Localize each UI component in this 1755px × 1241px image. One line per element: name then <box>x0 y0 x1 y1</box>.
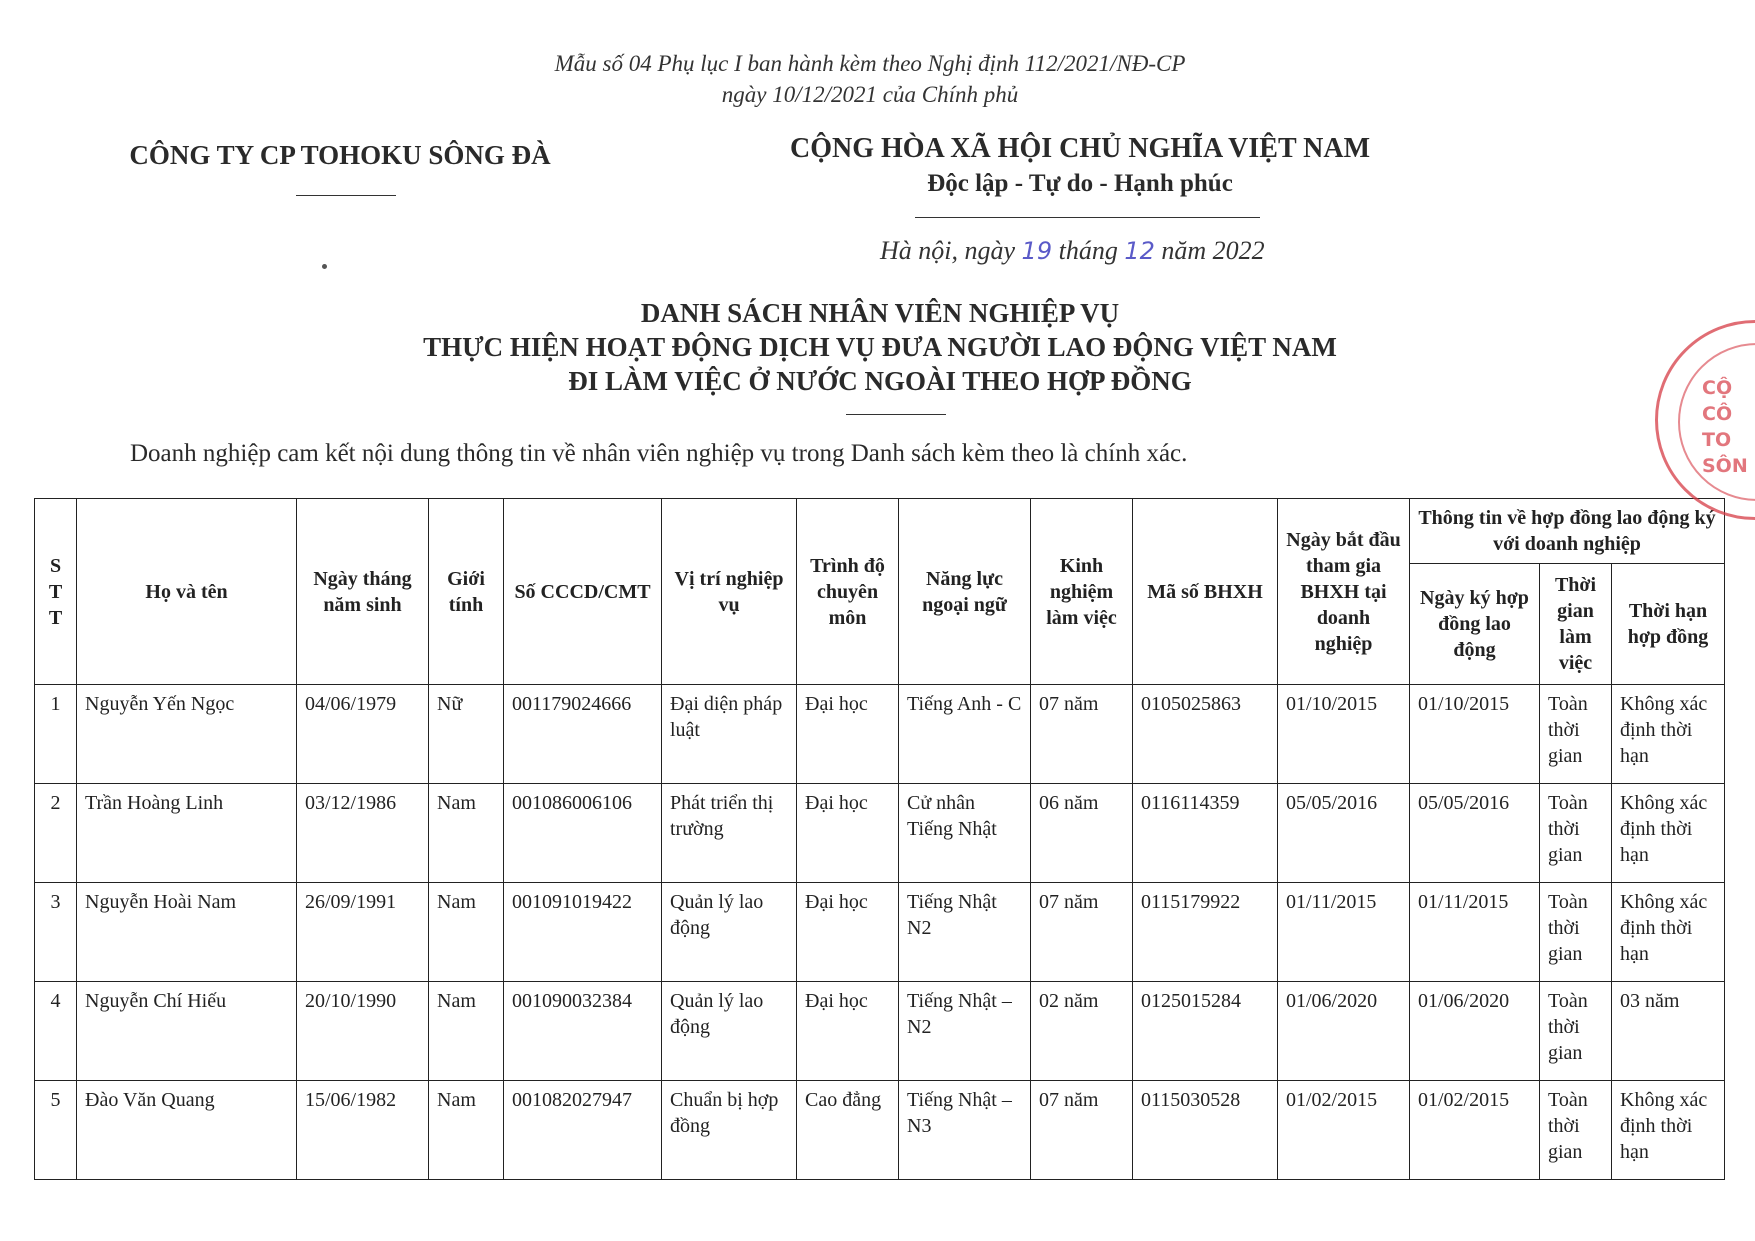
cell-position: Phát triển thị trường <box>662 784 797 883</box>
header-id: Số CCCD/CMT <box>504 499 662 685</box>
title-line-3: ĐI LÀM VIỆC Ở NƯỚC NGOÀI THEO HỢP ĐỒNG <box>568 366 1192 396</box>
header-gender: Giới tính <box>429 499 504 685</box>
cell-contract-date: 01/06/2020 <box>1410 982 1540 1081</box>
document-title <box>360 296 1400 398</box>
stamp-text <box>1702 375 1755 479</box>
cell-gender: Nam <box>429 883 504 982</box>
cell-gender: Nam <box>429 982 504 1081</box>
title-line-2: THỰC HIỆN HOẠT ĐỘNG DỊCH VỤ ĐƯA NGƯỜI LAO ĐỘNG VIỆT NAM <box>423 332 1337 362</box>
cell-education: Đại học <box>797 883 899 982</box>
cell-experience: 02 năm <box>1031 982 1133 1081</box>
cell-name: Nguyễn Yến Ngọc <box>77 685 297 784</box>
company-name: CÔNG TY CP TOHOKU SÔNG ĐÀ <box>129 140 551 170</box>
cell-work-time: Toàn thời gian <box>1540 982 1612 1081</box>
header-contract-term: Thời hạn hợp đồng <box>1612 564 1725 685</box>
cell-work-time: Toàn thời gian <box>1540 883 1612 982</box>
cell-experience: 07 năm <box>1031 1081 1133 1180</box>
cell-contract-term: Không xác định thời hạn <box>1612 685 1725 784</box>
dateline-month: 12 <box>1124 237 1155 265</box>
cell-id: 001090032384 <box>504 982 662 1081</box>
header-dob: Ngày tháng năm sinh <box>297 499 429 685</box>
cell-dob: 04/06/1979 <box>297 685 429 784</box>
motto-underline <box>915 217 1260 218</box>
cell-name: Đào Văn Quang <box>77 1081 297 1180</box>
header-position: Vị trí nghiệp vụ <box>662 499 797 685</box>
cell-contract-date: 01/11/2015 <box>1410 883 1540 982</box>
cell-language: Tiếng Nhật N2 <box>899 883 1031 982</box>
cell-gender: Nữ <box>429 685 504 784</box>
cell-stt: 5 <box>35 1081 77 1180</box>
cell-dob: 15/06/1982 <box>297 1081 429 1180</box>
cell-stt: 4 <box>35 982 77 1081</box>
cell-gender: Nam <box>429 784 504 883</box>
employee-table <box>34 498 1725 1180</box>
dateline-month-label: tháng <box>1058 236 1118 265</box>
scan-speck <box>322 264 327 269</box>
cell-stt: 3 <box>35 883 77 982</box>
stamp-text-line: CỘ <box>1702 377 1733 399</box>
cell-insurance: 0125015284 <box>1133 982 1278 1081</box>
cell-language: Tiếng Nhật – N2 <box>899 982 1031 1081</box>
header-education: Trình độ chuyên môn <box>797 499 899 685</box>
cell-dob: 26/09/1991 <box>297 883 429 982</box>
title-line-1: DANH SÁCH NHÂN VIÊN NGHIỆP VỤ <box>640 298 1120 328</box>
cell-name: Nguyễn Hoài Nam <box>77 883 297 982</box>
cell-language: Tiếng Anh - C <box>899 685 1031 784</box>
table-header-row <box>35 499 1725 564</box>
form-note-line-2: ngày 10/12/2021 của Chính phủ <box>721 82 1019 107</box>
table-row <box>35 685 1725 784</box>
cell-bhxh-start: 01/02/2015 <box>1278 1081 1410 1180</box>
cell-contract-term: Không xác định thời hạn <box>1612 1081 1725 1180</box>
header-language: Năng lực ngoại ngữ <box>899 499 1031 685</box>
cell-id: 001082027947 <box>504 1081 662 1180</box>
cell-work-time: Toàn thời gian <box>1540 784 1612 883</box>
nation-motto: Độc lập - Tự do - Hạnh phúc <box>927 170 1233 197</box>
form-note-line-1: Mẫu số 04 Phụ lục I ban hành kèm theo Nghị định 112/2021/NĐ-CP <box>554 51 1186 76</box>
header-contract-group: Thông tin về hợp đồng lao động ký với doanh nghiệp <box>1410 499 1725 564</box>
cell-language: Cử nhân Tiếng Nhật <box>899 784 1031 883</box>
cell-position: Đại diện pháp luật <box>662 685 797 784</box>
cell-work-time: Toàn thời gian <box>1540 685 1612 784</box>
cell-bhxh-start: 01/11/2015 <box>1278 883 1410 982</box>
cell-dob: 03/12/1986 <box>297 784 429 883</box>
dateline-year: năm 2022 <box>1161 236 1265 265</box>
header-stt: S T T <box>35 499 77 685</box>
cell-contract-date: 01/10/2015 <box>1410 685 1540 784</box>
cell-insurance: 0105025863 <box>1133 685 1278 784</box>
cell-name: Trần Hoàng Linh <box>77 784 297 883</box>
header-bhxh-start: Ngày bắt đầu tham gia BHXH tại doanh nghiệp <box>1278 499 1410 685</box>
header-work-time: Thời gian làm việc <box>1540 564 1612 685</box>
cell-experience: 06 năm <box>1031 784 1133 883</box>
commitment-statement: Doanh nghiệp cam kết nội dung thông tin về nhân viên nghiệp vụ trong Danh sách kèm theo là chính xác. <box>130 440 1188 467</box>
cell-insurance: 0115030528 <box>1133 1081 1278 1180</box>
header-insurance: Mã số BHXH <box>1133 499 1278 685</box>
cell-work-time: Toàn thời gian <box>1540 1081 1612 1180</box>
dateline <box>880 236 1340 266</box>
cell-contract-term: Không xác định thời hạn <box>1612 883 1725 982</box>
cell-insurance: 0116114359 <box>1133 784 1278 883</box>
cell-contract-date: 01/02/2015 <box>1410 1081 1540 1180</box>
nation-name: CỘNG HÒA XÃ HỘI CHỦ NGHĨA VIỆT NAM <box>789 133 1371 164</box>
company-underline <box>296 195 396 196</box>
cell-dob: 20/10/1990 <box>297 982 429 1081</box>
cell-contract-date: 05/05/2016 <box>1410 784 1540 883</box>
header-contract-date: Ngày ký hợp đồng lao động <box>1410 564 1540 685</box>
cell-bhxh-start: 01/06/2020 <box>1278 982 1410 1081</box>
cell-id: 001179024666 <box>504 685 662 784</box>
cell-id: 001086006106 <box>504 784 662 883</box>
header-experience: Kinh nghiệm làm việc <box>1031 499 1133 685</box>
table-row <box>35 883 1725 982</box>
stamp-text-line: CÔ <box>1702 403 1733 425</box>
cell-gender: Nam <box>429 1081 504 1180</box>
company-seal-stamp <box>1655 320 1755 520</box>
form-reference-note <box>470 48 1270 110</box>
dateline-prefix: Hà nội, ngày <box>880 236 1016 265</box>
cell-education: Đại học <box>797 685 899 784</box>
cell-contract-term: 03 năm <box>1612 982 1725 1081</box>
cell-education: Đại học <box>797 982 899 1081</box>
cell-bhxh-start: 05/05/2016 <box>1278 784 1410 883</box>
cell-experience: 07 năm <box>1031 883 1133 982</box>
cell-experience: 07 năm <box>1031 685 1133 784</box>
table-row <box>35 784 1725 883</box>
cell-contract-term: Không xác định thời hạn <box>1612 784 1725 883</box>
header-name: Họ và tên <box>77 499 297 685</box>
cell-education: Cao đẳng <box>797 1081 899 1180</box>
cell-language: Tiếng Nhật – N3 <box>899 1081 1031 1180</box>
cell-education: Đại học <box>797 784 899 883</box>
title-underline <box>846 414 946 415</box>
dateline-day: 19 <box>1021 237 1053 265</box>
cell-position: Quản lý lao động <box>662 982 797 1081</box>
table-row <box>35 1081 1725 1180</box>
cell-stt: 2 <box>35 784 77 883</box>
stamp-text-line: TO <box>1702 429 1732 451</box>
table-row <box>35 982 1725 1081</box>
cell-position: Chuẩn bị hợp đồng <box>662 1081 797 1180</box>
cell-stt: 1 <box>35 685 77 784</box>
stamp-text-line: SÔN <box>1702 455 1748 477</box>
cell-id: 001091019422 <box>504 883 662 982</box>
cell-position: Quản lý lao động <box>662 883 797 982</box>
cell-insurance: 0115179922 <box>1133 883 1278 982</box>
cell-bhxh-start: 01/10/2015 <box>1278 685 1410 784</box>
cell-name: Nguyễn Chí Hiếu <box>77 982 297 1081</box>
